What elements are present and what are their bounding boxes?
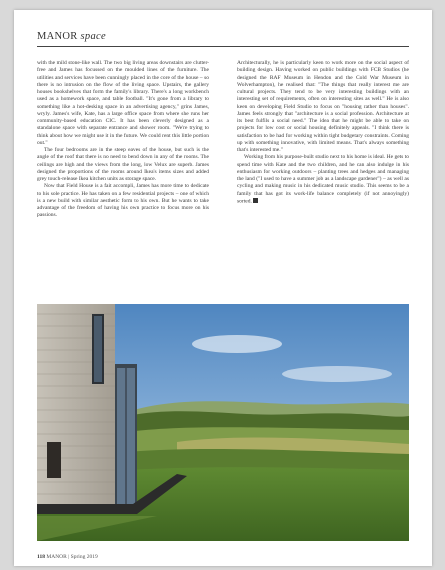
right-paragraph-2 [237,154,409,205]
header-rule [37,46,409,47]
masthead [37,31,106,42]
footer-publication: MANOR [46,554,67,560]
right-paragraph-1: Architecturally, he is particularly keen to work more on the social aspect of building design. Having worked on public buildings with FCB Studios (he designed the RAF Museum in Hendon and the Cold War Museum in Wolverhampton), he realised that: "The things that really interest me are cultural projects. They tend to be very interesting buildings with an interesting set of requirements, often on interesting sites as well." He is also keen on developing Field Studio to focus on "housing rather than houses". James feels strongly that "architecture is a social profession. Architecture at its best fulfils a social need." The idea that he might be able to take on projects for low cost or social housing definitely appeals. "I think there is satisfaction to be had for working within tight budgetary constraints. Coming up with something innovative, with limited means. That's always something that's interested me." [237,60,409,153]
footer-issue: Spring 2019 [70,554,98,560]
masthead-brand: MANOR [37,31,78,42]
right-column [237,60,409,206]
landscape-photo-icon [37,304,409,541]
page-number: 118 [37,554,45,560]
footer: 118 MANOR | Spring 2019 [37,554,98,560]
magazine-page [14,10,432,566]
right-paragraph-2-text: Working from his purpose-built studio next to his home is ideal. He gets to spend time with Kate and the two children, and he can also indulge in his enthusiasm for working outdoors – planting trees and hedges and managing the land ("I used to have a summer job as a landscape gardener") – as well as cycling and making music in his dedicated music studio. This seems to be a family that has got its work-life balance completely (if not annoyingly) sorted. [237,154,409,205]
masthead-section: space [80,31,106,42]
left-paragraph-3: Now that Field House is a fait accompli, James has more time to dedicate to his sole practice. He has taken on a few residential projects – one of which is a new build with similar aesthetic form to his own. But he wants to take advantage of the freedom of having his own practice to focus more on his passions. [37,183,209,219]
left-paragraph-1: with the mild stone-like wall. The two big living areas downstairs are clutter-free and James has focussed on the moulded lines of the furniture. The utilities and services have been cunningly placed in the core of the house – so there is no intrusion on the flow of the living space. Upstairs, the gallery houses bookshelves that form the family's library. There's a long workbench used as a homework space, and table football. "It's gone from a library to something like a hot-desking space in an advertising agency," grins James, wryly. James's wife, Kate, has a large office space from where she runs her community-based education CIC. It has been cleverly designed as a standalone space with separate entrance and shower room. "We're trying to think about how we might use it in the future. We could rent this little portion out." [37,60,209,146]
left-column [37,60,209,220]
landscape-photo [37,304,409,541]
left-paragraph-2: The four bedrooms are in the steep eaves of the house, but such is the angle of the roof that there is no need to bend down in any of the rooms. The ceilings are high and the views from the long, low Velux are superb. James designed the proportions of the rooms around Ikea's items sizes and added grey touch-release Ikea kitchen units as storage space. [37,147,209,182]
end-mark-icon [253,198,258,203]
